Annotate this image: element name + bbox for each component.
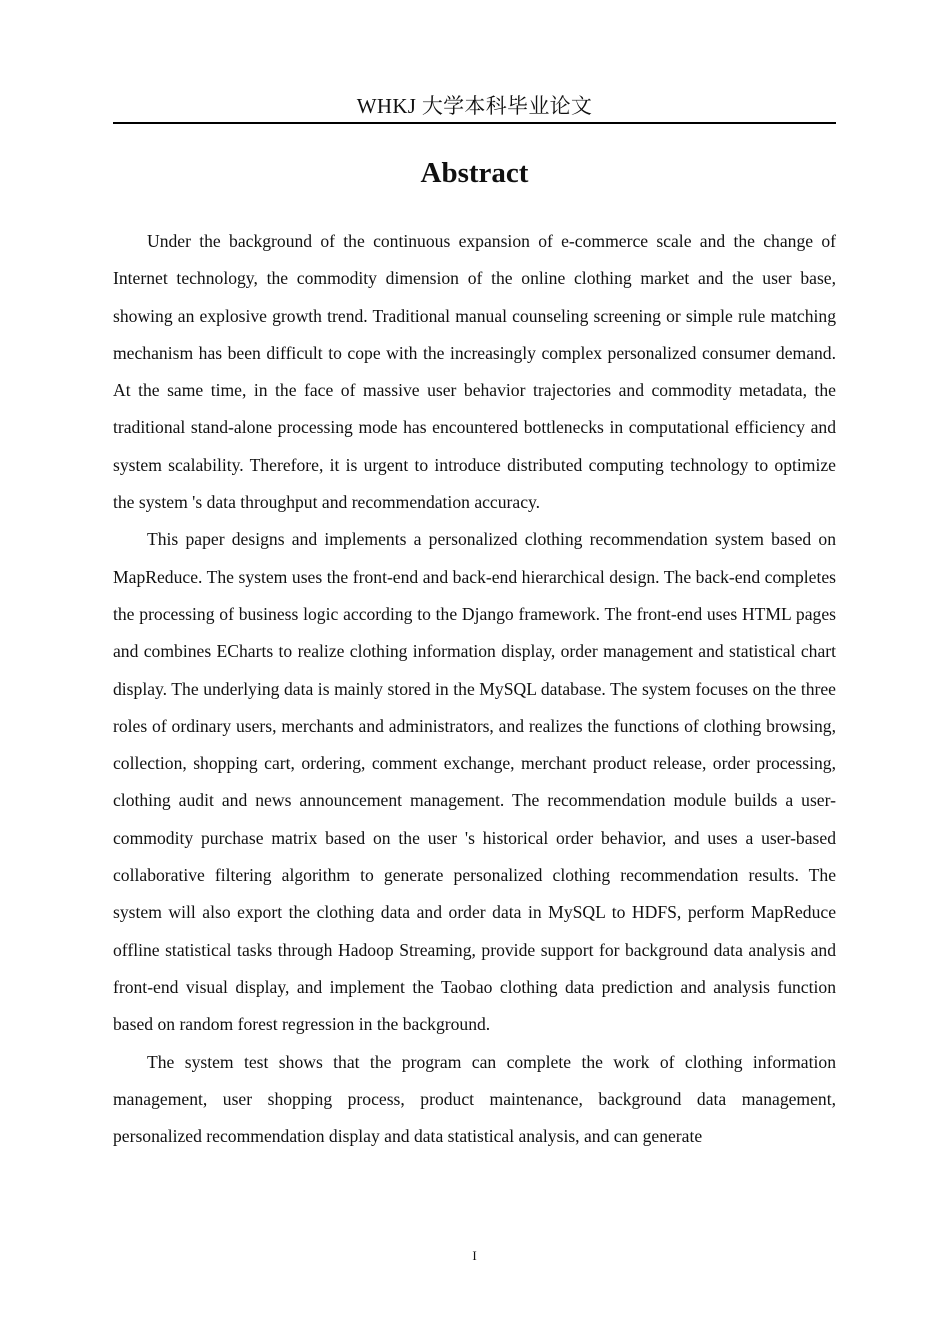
paragraph-3: The system test shows that the program can complete the work of clothing information management, user shopping process, product maintenance, background data management, personalized recommendation display and data statistical analysis, and can generate bbox=[113, 1051, 836, 1147]
abstract-title: Abstract bbox=[420, 157, 529, 189]
header-rule bbox=[113, 122, 836, 124]
paragraph-2: This paper designs and implements a personalized clothing recommendation system based on MapReduce. The system uses the front-end and back-end hierarchical design. The back-end completes the processing of business logic according to the Django framework. The front-end uses HTML pages and combines ECharts to realize clothing information display, order management and statistical chart display. The underlying data is mainly stored in the MySQL database. The system focuses on the three roles of ordinary users, merchants and administrators, and realizes the functions of clothing browsing, collection, shopping cart, ordering, comment exchange, merchant product release, order processing, clothing audit and news announcement management. The recommendation module builds a user-commodity purchase matrix based on the user 's historical order behavior, and uses a user-based collaborative filtering algorithm to generate personalized clothing recommendation results. The system will also export the clothing data and order data in MySQL to HDFS, perform MapReduce offline statistical tasks through Hadoop Streaming, provide support for background data analysis and front-end visual display, and implement the Taobao clothing data prediction and analysis function based on random forest regression in the background. bbox=[113, 529, 836, 1035]
running-header: WHKJ 大学本科毕业论文 bbox=[356, 94, 593, 118]
abstract-body bbox=[113, 223, 836, 1155]
paragraph-1: Under the background of the continuous expansion of e-commerce scale and the change of Internet technology, the commodity dimension of the online clothing market and the user base, showing an explosive growth trend. Traditional manual counseling screening or simple rule matching mechanism has been difficult to cope with the increasingly complex personalized consumer demand. At the same time, in the face of massive user behavior trajectories and commodity metadata, the traditional stand-alone processing mode has encountered bottlenecks in computational efficiency and system scalability. Therefore, it is urgent to introduce distributed computing technology to optimize the system 's data throughput and recommendation accuracy. bbox=[113, 231, 836, 513]
page-number: I bbox=[472, 1248, 477, 1263]
